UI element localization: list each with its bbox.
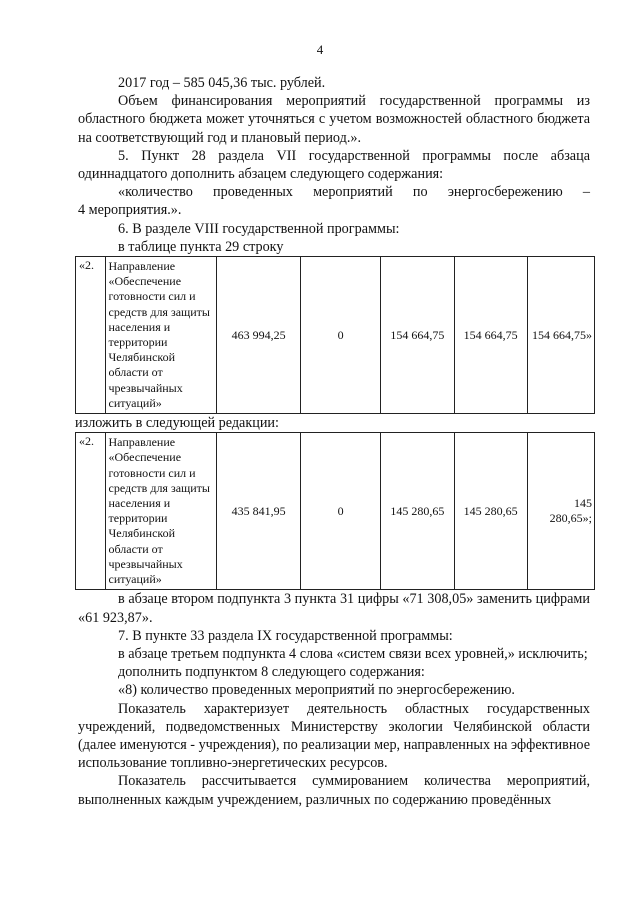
paragraph: 2017 год – 585 045,36 тыс. рублей. — [118, 75, 326, 91]
paragraph: изложить в следующей редакции: — [75, 415, 279, 432]
paragraph: дополнить подпунктом 8 следующего содержания: — [118, 664, 425, 681]
cell-value: 0 — [300, 257, 380, 414]
cell-value: 154 664,75 — [454, 257, 527, 414]
cell-value: 145 280,65 — [454, 433, 527, 590]
row-number: «2. — [76, 257, 106, 414]
row-name: Направление «Обеспечение готовности сил и средств для защиты населения и территории Челябинской области от чрезвычайных ситуаций» — [105, 433, 217, 590]
table-old-row — [75, 256, 595, 414]
cell-total: 435 841,95 — [217, 433, 300, 590]
page-number: 4 — [316, 42, 324, 57]
cell-value: 145 280,65»; — [527, 433, 594, 590]
paragraph: «количество проведенных мероприятий по энергосбережению – — [118, 184, 590, 201]
row-name: Направление «Обеспечение готовности сил и средств для защиты населения и территории Челябинской области от чрезвычайных ситуаций» — [105, 257, 217, 414]
cell-value: 154 664,75 — [381, 257, 454, 414]
cell-value: 145 280,65 — [381, 433, 454, 590]
table-new-row — [75, 432, 595, 590]
paragraph: Показатель рассчитывается суммированием количества мероприятий, выполненных каждым учреждением, различных по содержанию проведённых — [78, 773, 590, 808]
cell-value: 0 — [300, 433, 380, 590]
paragraph: 5. Пункт 28 раздела VII государственной программы после абзаца одиннадцатого дополнить абзацем следующего содержания: — [78, 147, 590, 183]
cell-total: 463 994,25 — [217, 257, 300, 414]
paragraph: в абзаце третьем подпункта 4 слова «систем связи всех уровней,» исключить; — [118, 645, 588, 662]
paragraph: «8) количество проведенных мероприятий по энергосбережению. — [118, 682, 515, 699]
paragraph: 4 мероприятия.». — [78, 202, 182, 219]
paragraph: в абзаце втором подпункта 3 пункта 31 цифры «71 308,05» заменить цифрами «61 923,87». — [78, 591, 590, 626]
paragraph: в таблице пункта 29 строку — [118, 238, 284, 255]
table-row — [76, 257, 595, 414]
paragraph: Показатель характеризует деятельность областных государственных учреждений, подведомственных Министерству экологии Челябинской области (далее именуются - учреждения), по реализации мер, направленных на эффективное использование топливно-энергетических ресурсов. — [78, 700, 590, 772]
paragraph: Объем финансирования мероприятий государственной программы из областного бюджета может уточняться с учетом возможностей областного бюджета на соответствующий год и плановый период.». — [78, 93, 590, 146]
document-body — [75, 74, 592, 809]
row-number: «2. — [76, 433, 106, 590]
cell-value: 154 664,75» — [527, 257, 594, 414]
paragraph: 6. В разделе VIII государственной программы: — [118, 220, 400, 237]
paragraph: 7. В пункте 33 раздела IX государственной программы: — [118, 627, 453, 644]
table-row — [76, 433, 595, 590]
